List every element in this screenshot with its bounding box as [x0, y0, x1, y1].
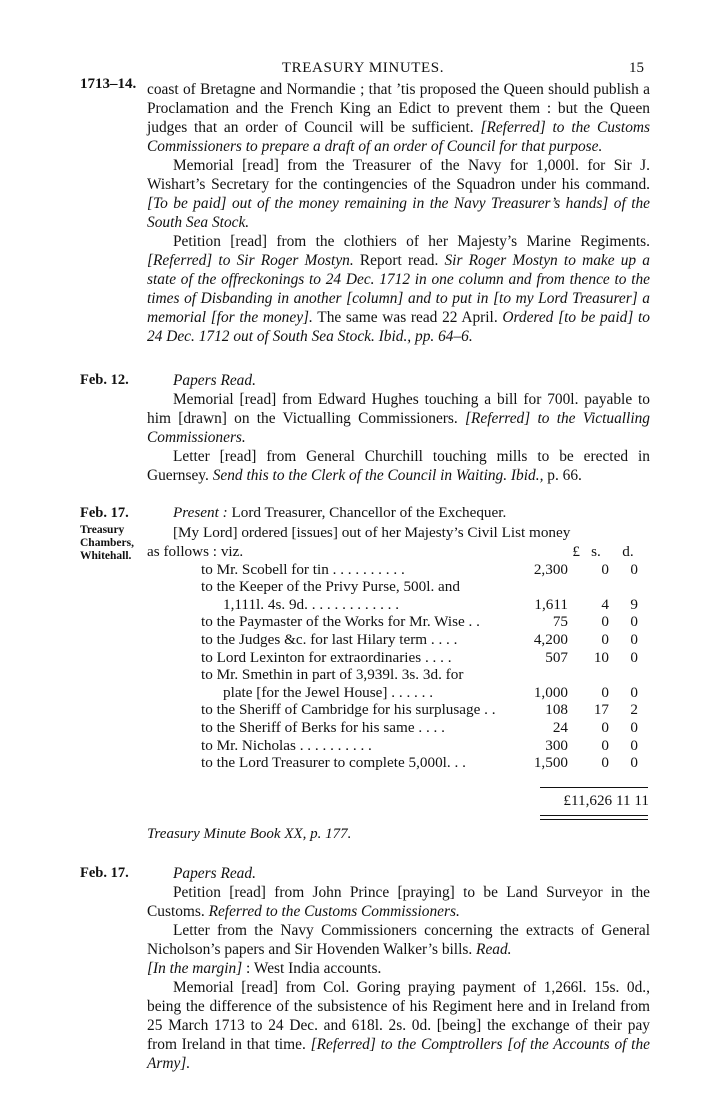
- ledger-row: [147, 754, 650, 772]
- block-1: [147, 80, 650, 346]
- ledger-item-shillings: 0: [601, 718, 609, 736]
- block-4: [147, 864, 650, 1073]
- ledger-row: [147, 719, 650, 737]
- ledger-item-pence: 0: [630, 718, 638, 736]
- intro-line-2: [147, 543, 650, 561]
- ledger-row: [147, 701, 650, 719]
- column-pounds: £: [572, 543, 580, 560]
- ledger-item-label: to Mr. Scobell for tin . . . . . . . . . .: [201, 560, 405, 578]
- ledger-item-pounds: 1,000: [533, 683, 568, 701]
- present-label: Present :: [173, 504, 228, 521]
- papers-read-heading-1: Papers Read.: [173, 372, 256, 389]
- paragraph-3: [147, 232, 650, 346]
- date-feb-17-a: [80, 506, 150, 563]
- total-row: [147, 792, 650, 810]
- intro-line-1: [147, 524, 650, 543]
- ledger-item-pence: 0: [630, 736, 638, 754]
- ledger-row: [147, 737, 650, 755]
- paragraph-3-read: The same was read 22 April.: [312, 309, 503, 326]
- ledger-item-pounds: 4,200: [533, 630, 568, 648]
- paragraph-1-ruling: [Referred] to the Customs Commissioners to prepare a draft of an order of Council for that purpose.: [147, 119, 650, 155]
- paragraph-1-text: coast of Bretagne and Normandie ; that ’tis proposed the Queen should publish a Proclamation and the French King an Edict to prevent them : but the Queen judges that an order of Council will be sufficient.: [147, 81, 650, 136]
- paragraph-navy-note: : West India accounts.: [242, 960, 382, 977]
- ledger-item-pence: 9: [630, 595, 638, 613]
- paragraph-3-report: Report read.: [353, 252, 445, 269]
- ledger-item-pence: 2: [630, 701, 638, 719]
- ledger-item-pence: 0: [630, 683, 638, 701]
- paragraph-prince-text: Petition [read] from John Prince [praying] to be Land Surveyor in the Customs.: [147, 884, 650, 920]
- paragraph-churchill: [147, 447, 650, 485]
- paragraph-2-ruling: [To be paid] out of the money remaining in the Navy Treasurer’s hands] of the South Sea Stock.: [147, 195, 650, 231]
- present-line: [147, 504, 650, 524]
- running-year: 1713–14.: [80, 76, 137, 92]
- ledger-rows: [147, 561, 650, 772]
- ledger-row: [147, 684, 650, 702]
- paragraph-prince: [147, 883, 650, 921]
- ledger-row: [147, 666, 650, 684]
- paragraph-goring-ruling: [Referred] to the Comptrollers [of the Accounts of the Army].: [147, 1036, 650, 1072]
- ledger-item-shillings: 0: [601, 560, 609, 578]
- ledger-row: [147, 561, 650, 579]
- paragraph-goring-text: Memorial [read] from Col. Goring praying payment of 1,266l. 15s. 0d., being the difference of the subsistence of his Regiment here and in Ireland from 25 March 1713 to 24 Dec. and 618l. 2s. 0d. [being] the exchange of their pay from Ireland in that time.: [147, 979, 650, 1053]
- paragraph-churchill-ruling: Send this to the Clerk of the Council in Waiting. Ibid.,: [212, 467, 544, 484]
- ledger-item-pounds: 24: [552, 718, 568, 736]
- ledger-item-shillings: 0: [601, 630, 609, 648]
- ledger-item-pence: 0: [630, 754, 638, 772]
- paragraph-navy-read: Read.: [476, 941, 512, 958]
- ledger-row: [147, 578, 650, 596]
- ledger-item-pounds: 75: [552, 613, 568, 631]
- date-feb-17-b: Feb. 17.: [80, 865, 129, 881]
- ledger-item-pounds: 1,500: [533, 754, 568, 772]
- ledger-item-label: to the Paymaster of the Works for Mr. Wise . .: [201, 613, 480, 631]
- page-number: 15: [629, 60, 644, 76]
- paragraph-2: [147, 156, 650, 232]
- total-amount: £11,626 11 11: [563, 792, 649, 809]
- ledger-row: [147, 613, 650, 631]
- ledger-item-shillings: 4: [601, 595, 609, 613]
- paragraph-3-text: Petition [read] from the clothiers of her Majesty’s Marine Regiments.: [173, 233, 650, 250]
- intro-text-1: [My Lord] ordered [issues] out of her Majesty’s Civil List money: [173, 524, 571, 541]
- ledger-item-label: to the Sheriff of Berks for his same . . . .: [201, 718, 445, 736]
- paragraph-hughes-text: Memorial [read] from Edward Hughes touching a bill for 700l. payable to him [drawn] on the Victualling Commissioners.: [147, 391, 650, 427]
- ledger-item-shillings: 0: [601, 683, 609, 701]
- ledger-item-pounds: 300: [545, 736, 568, 754]
- ledger-item-pence: 0: [630, 613, 638, 631]
- paragraph-3-final: Ordered [to be paid] to 24 Dec. 1712 out of South Sea Stock. Ibid., pp. 64–6.: [147, 309, 651, 345]
- ledger-item-label: to Mr. Smethin in part of 3,939l. 3s. 3d. for: [201, 666, 464, 684]
- running-title: TREASURY MINUTES.: [281, 60, 445, 76]
- paragraph-navy-text: Letter from the Navy Commissioners concerning the extracts of General Nicholson’s papers and Sir Hovenden Walker’s bills.: [147, 922, 650, 958]
- ledger-row: [147, 649, 650, 667]
- paragraph-navy-margin: [In the margin]: [147, 960, 243, 977]
- ledger-item-pence: 0: [630, 630, 638, 648]
- total-rule-bottom: [540, 815, 648, 816]
- place-line-2: Chambers,: [80, 537, 134, 549]
- paragraph-churchill-page: p. 66.: [543, 467, 582, 484]
- place-line-3: Whitehall.: [80, 550, 132, 562]
- ledger-item-shillings: 17: [593, 701, 609, 719]
- paragraph-navy: [147, 921, 650, 978]
- present-text: Lord Treasurer, Chancellor of the Exchequer.: [227, 504, 507, 521]
- paragraph-2-text: Memorial [read] from the Treasurer of the Navy for 1,000l. for Sir J. Wishart’s Secretary for the contingencies of the Squadron under his command.: [147, 157, 650, 193]
- ledger-item-label: to the Keeper of the Privy Purse, 500l. and: [201, 578, 460, 596]
- date-feb-17-a-text: Feb. 17.: [80, 505, 129, 521]
- paragraph-hughes: [147, 390, 650, 447]
- ledger-item-pence: 0: [630, 560, 638, 578]
- ledger-item-label: to Lord Lexinton for extraordinaries . . . .: [201, 648, 452, 666]
- block-2: [147, 371, 650, 485]
- paragraph-hughes-ruling: [Referred] to the Victualling Commissioners.: [147, 410, 650, 446]
- paragraph-goring: [147, 978, 650, 1073]
- ledger-item-pounds: 1,611: [534, 595, 568, 613]
- ledger-row: [147, 596, 650, 614]
- paragraph-churchill-text: Letter [read] from General Churchill touching mills to be erected in Guernsey.: [147, 448, 650, 484]
- papers-read-heading-2: Papers Read.: [173, 865, 256, 882]
- ledger-item-label: plate [for the Jewel House] . . . . . .: [223, 683, 434, 701]
- ledger-row: [147, 631, 650, 649]
- paragraph-prince-ruling: Referred to the Customs Commissioners.: [208, 903, 460, 920]
- total-rule-bottom-2: [540, 819, 648, 820]
- ledger-item-pounds: 2,300: [533, 560, 568, 578]
- ledger-item-pounds: 507: [545, 648, 568, 666]
- paragraph-3-order: Sir Roger Mostyn to make up a state of the offreckonings to 24 Dec. 1712 in one column and from thence to the times of Disbanding in another [column] and to put in [to my Lord Treasurer] a memorial [for the money].: [147, 252, 651, 326]
- ledger-item-shillings: 0: [601, 736, 609, 754]
- ledger-item-shillings: 0: [601, 613, 609, 631]
- ledger-item-label: to the Sheriff of Cambridge for his surplusage . .: [201, 701, 496, 719]
- date-feb-12: Feb. 12.: [80, 372, 129, 388]
- column-pence: d.: [622, 543, 634, 560]
- ledger-item-pounds: 108: [545, 701, 568, 719]
- ledger-item-shillings: 10: [593, 648, 609, 666]
- paragraph-3-ruling: [Referred] to Sir Roger Mostyn.: [147, 252, 354, 269]
- ledger-item-label: 1,111l. 4s. 9d. . . . . . . . . . . . .: [223, 595, 400, 613]
- ledger-item-shillings: 0: [601, 754, 609, 772]
- intro-text-2: as follows : viz.: [147, 543, 244, 560]
- column-shillings: s.: [591, 543, 601, 560]
- ledger-item-pence: 0: [630, 648, 638, 666]
- reference: Treasury Minute Book XX, p. 177.: [147, 826, 352, 842]
- civil-list-issues: [147, 504, 650, 772]
- paragraph-1: [147, 80, 650, 156]
- total-rule-top: [540, 787, 648, 788]
- ledger-item-label: to the Judges &c. for last Hilary term . . . .: [201, 630, 458, 648]
- place-line-1: Treasury: [80, 524, 125, 536]
- ledger-item-label: to Mr. Nicholas . . . . . . . . . .: [201, 736, 372, 754]
- ledger-item-label: to the Lord Treasurer to complete 5,000l. . .: [201, 754, 466, 772]
